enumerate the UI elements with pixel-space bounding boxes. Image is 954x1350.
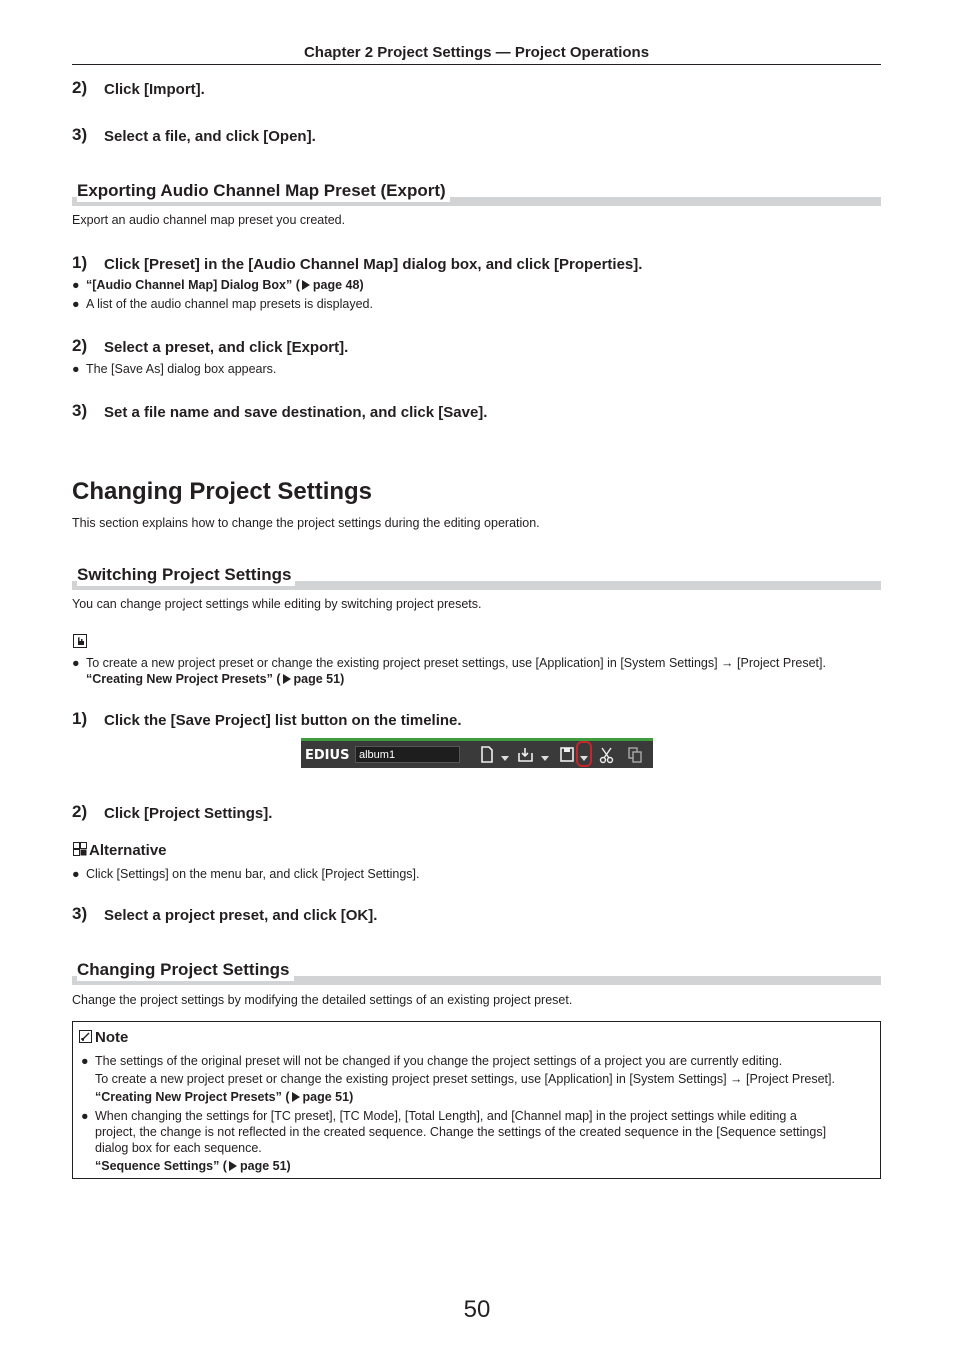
- step-text: Click [Preset] in the [Audio Channel Map] dialog box, and click [Properties].: [104, 256, 643, 273]
- section-heading-export: [72, 180, 881, 206]
- edius-logo: EDIUS: [305, 748, 350, 763]
- note-bullet: [81, 1109, 797, 1123]
- step-number: 3): [72, 401, 88, 420]
- bullet-dot: ●: [72, 297, 80, 311]
- section-title: Changing Project Settings: [72, 478, 373, 505]
- note-text: The settings of the original preset will not be changed if you change the project settings of a project you are currently editing.: [95, 1054, 783, 1068]
- step-text: Click [Project Settings].: [104, 805, 273, 822]
- note-text-line: dialog box for each sequence.: [95, 1141, 262, 1155]
- page-reference[interactable]: page 51): [302, 1090, 354, 1104]
- step-text: Select a file, and click [Open].: [104, 128, 316, 145]
- step-text: Set a file name and save destination, and click [Save].: [104, 404, 488, 421]
- page-arrow-icon: [229, 1161, 237, 1171]
- project-name-field[interactable]: album1: [355, 746, 460, 763]
- note-box: [72, 1021, 881, 1179]
- timeline-toolbar: [301, 738, 653, 768]
- reference-link[interactable]: “Creating New Project Presets” (: [86, 672, 281, 686]
- page-reference[interactable]: page 48): [312, 278, 364, 292]
- bullet-reference[interactable]: [86, 672, 344, 686]
- step-text: Click the [Save Project] list button on the timeline.: [104, 712, 462, 729]
- open-project-icon[interactable]: [516, 745, 536, 765]
- step-number: 2): [72, 78, 88, 97]
- bullet-reference[interactable]: [95, 1159, 291, 1173]
- alternative-label: Alternative: [89, 842, 167, 859]
- section-heading-text: Exporting Audio Channel Map Preset (Export): [77, 180, 450, 202]
- save-project-icon[interactable]: [557, 745, 577, 765]
- reference-link[interactable]: “Creating New Project Presets” (: [95, 1090, 290, 1104]
- bullet-text: To create a new project preset or change the existing project preset settings, use [Application] in [System Settings] → [Project Preset].: [86, 656, 826, 670]
- chapter-header: Chapter 2 Project Settings — Project Operations: [72, 44, 881, 65]
- note-heading: [79, 1029, 128, 1047]
- step-number: 3): [72, 904, 88, 923]
- tip-bullet: [72, 656, 826, 670]
- bullet-reference[interactable]: [72, 278, 364, 292]
- bullet-dot: ●: [72, 278, 80, 292]
- bullet-dot: ●: [81, 1054, 89, 1068]
- step-number: 1): [72, 709, 88, 728]
- save-project-list-button[interactable]: [576, 741, 592, 767]
- note-text-line: project, the change is not reflected in the created sequence. Change the settings of the created sequence in the [Sequence settings]: [95, 1125, 827, 1139]
- step-number: 2): [72, 336, 88, 355]
- step-text: Select a preset, and click [Export].: [104, 339, 349, 356]
- section-heading-switching: [72, 564, 881, 590]
- copy-icon[interactable]: [625, 745, 645, 765]
- bullet-text: The [Save As] dialog box appears.: [86, 362, 277, 376]
- bullet-dot: ●: [72, 656, 80, 670]
- bullet-item: [72, 362, 276, 376]
- note-text-line: To create a new project preset or change the existing project preset settings, use [Application] in [System Settings] → [Project Preset].: [95, 1072, 835, 1086]
- chevron-down-icon[interactable]: [501, 756, 509, 761]
- new-project-icon[interactable]: [477, 745, 497, 765]
- page-number: 50: [463, 1296, 491, 1323]
- bullet-dot: ●: [72, 362, 80, 376]
- bullet-item: [72, 867, 420, 881]
- scissors-icon[interactable]: [597, 745, 617, 765]
- section-intro: Change the project settings by modifying the detailed settings of an existing project preset.: [72, 993, 573, 1007]
- section-intro: You can change project settings while editing by switching project presets.: [72, 597, 482, 611]
- bullet-item: [72, 297, 373, 311]
- step-number: 1): [72, 253, 88, 272]
- bullet-text: A list of the audio channel map presets is displayed.: [86, 297, 373, 311]
- page-reference[interactable]: page 51): [293, 672, 345, 686]
- section-heading-text: Changing Project Settings: [77, 959, 294, 981]
- step-text: Click [Import].: [104, 81, 205, 98]
- section-intro: Export an audio channel map preset you created.: [72, 213, 346, 227]
- step-number: 2): [72, 802, 88, 821]
- step-text: Select a project preset, and click [OK].: [104, 907, 378, 924]
- chevron-down-icon[interactable]: [580, 756, 588, 761]
- note-icon: [79, 1030, 92, 1047]
- bullet-dot: ●: [81, 1109, 89, 1123]
- reference-link[interactable]: “[Audio Channel Map] Dialog Box” (: [86, 278, 300, 292]
- bullet-dot: ●: [72, 867, 80, 881]
- step-number: 3): [72, 125, 88, 144]
- alternative-heading: [73, 842, 167, 860]
- tip-icon: [73, 634, 87, 648]
- chevron-down-icon[interactable]: [541, 756, 549, 761]
- note-bullet: [81, 1054, 782, 1068]
- note-title: Note: [95, 1029, 129, 1046]
- bullet-reference[interactable]: [95, 1090, 353, 1104]
- section-heading-text: Switching Project Settings: [77, 564, 295, 586]
- bullet-text: Click [Settings] on the menu bar, and click [Project Settings].: [86, 867, 420, 881]
- note-text: When changing the settings for [TC preset], [TC Mode], [Total Length], and [Channel map] in the project settings while editing a: [95, 1109, 797, 1123]
- section-intro: This section explains how to change the project settings during the editing operation.: [72, 516, 540, 530]
- page-reference[interactable]: page 51): [239, 1159, 291, 1173]
- alternative-icon: [73, 842, 87, 860]
- page-arrow-icon: [283, 674, 291, 684]
- page-arrow-icon: [292, 1092, 300, 1102]
- page-arrow-icon: [302, 280, 310, 290]
- reference-link[interactable]: “Sequence Settings” (: [95, 1159, 227, 1173]
- section-heading-changing: [72, 959, 881, 985]
